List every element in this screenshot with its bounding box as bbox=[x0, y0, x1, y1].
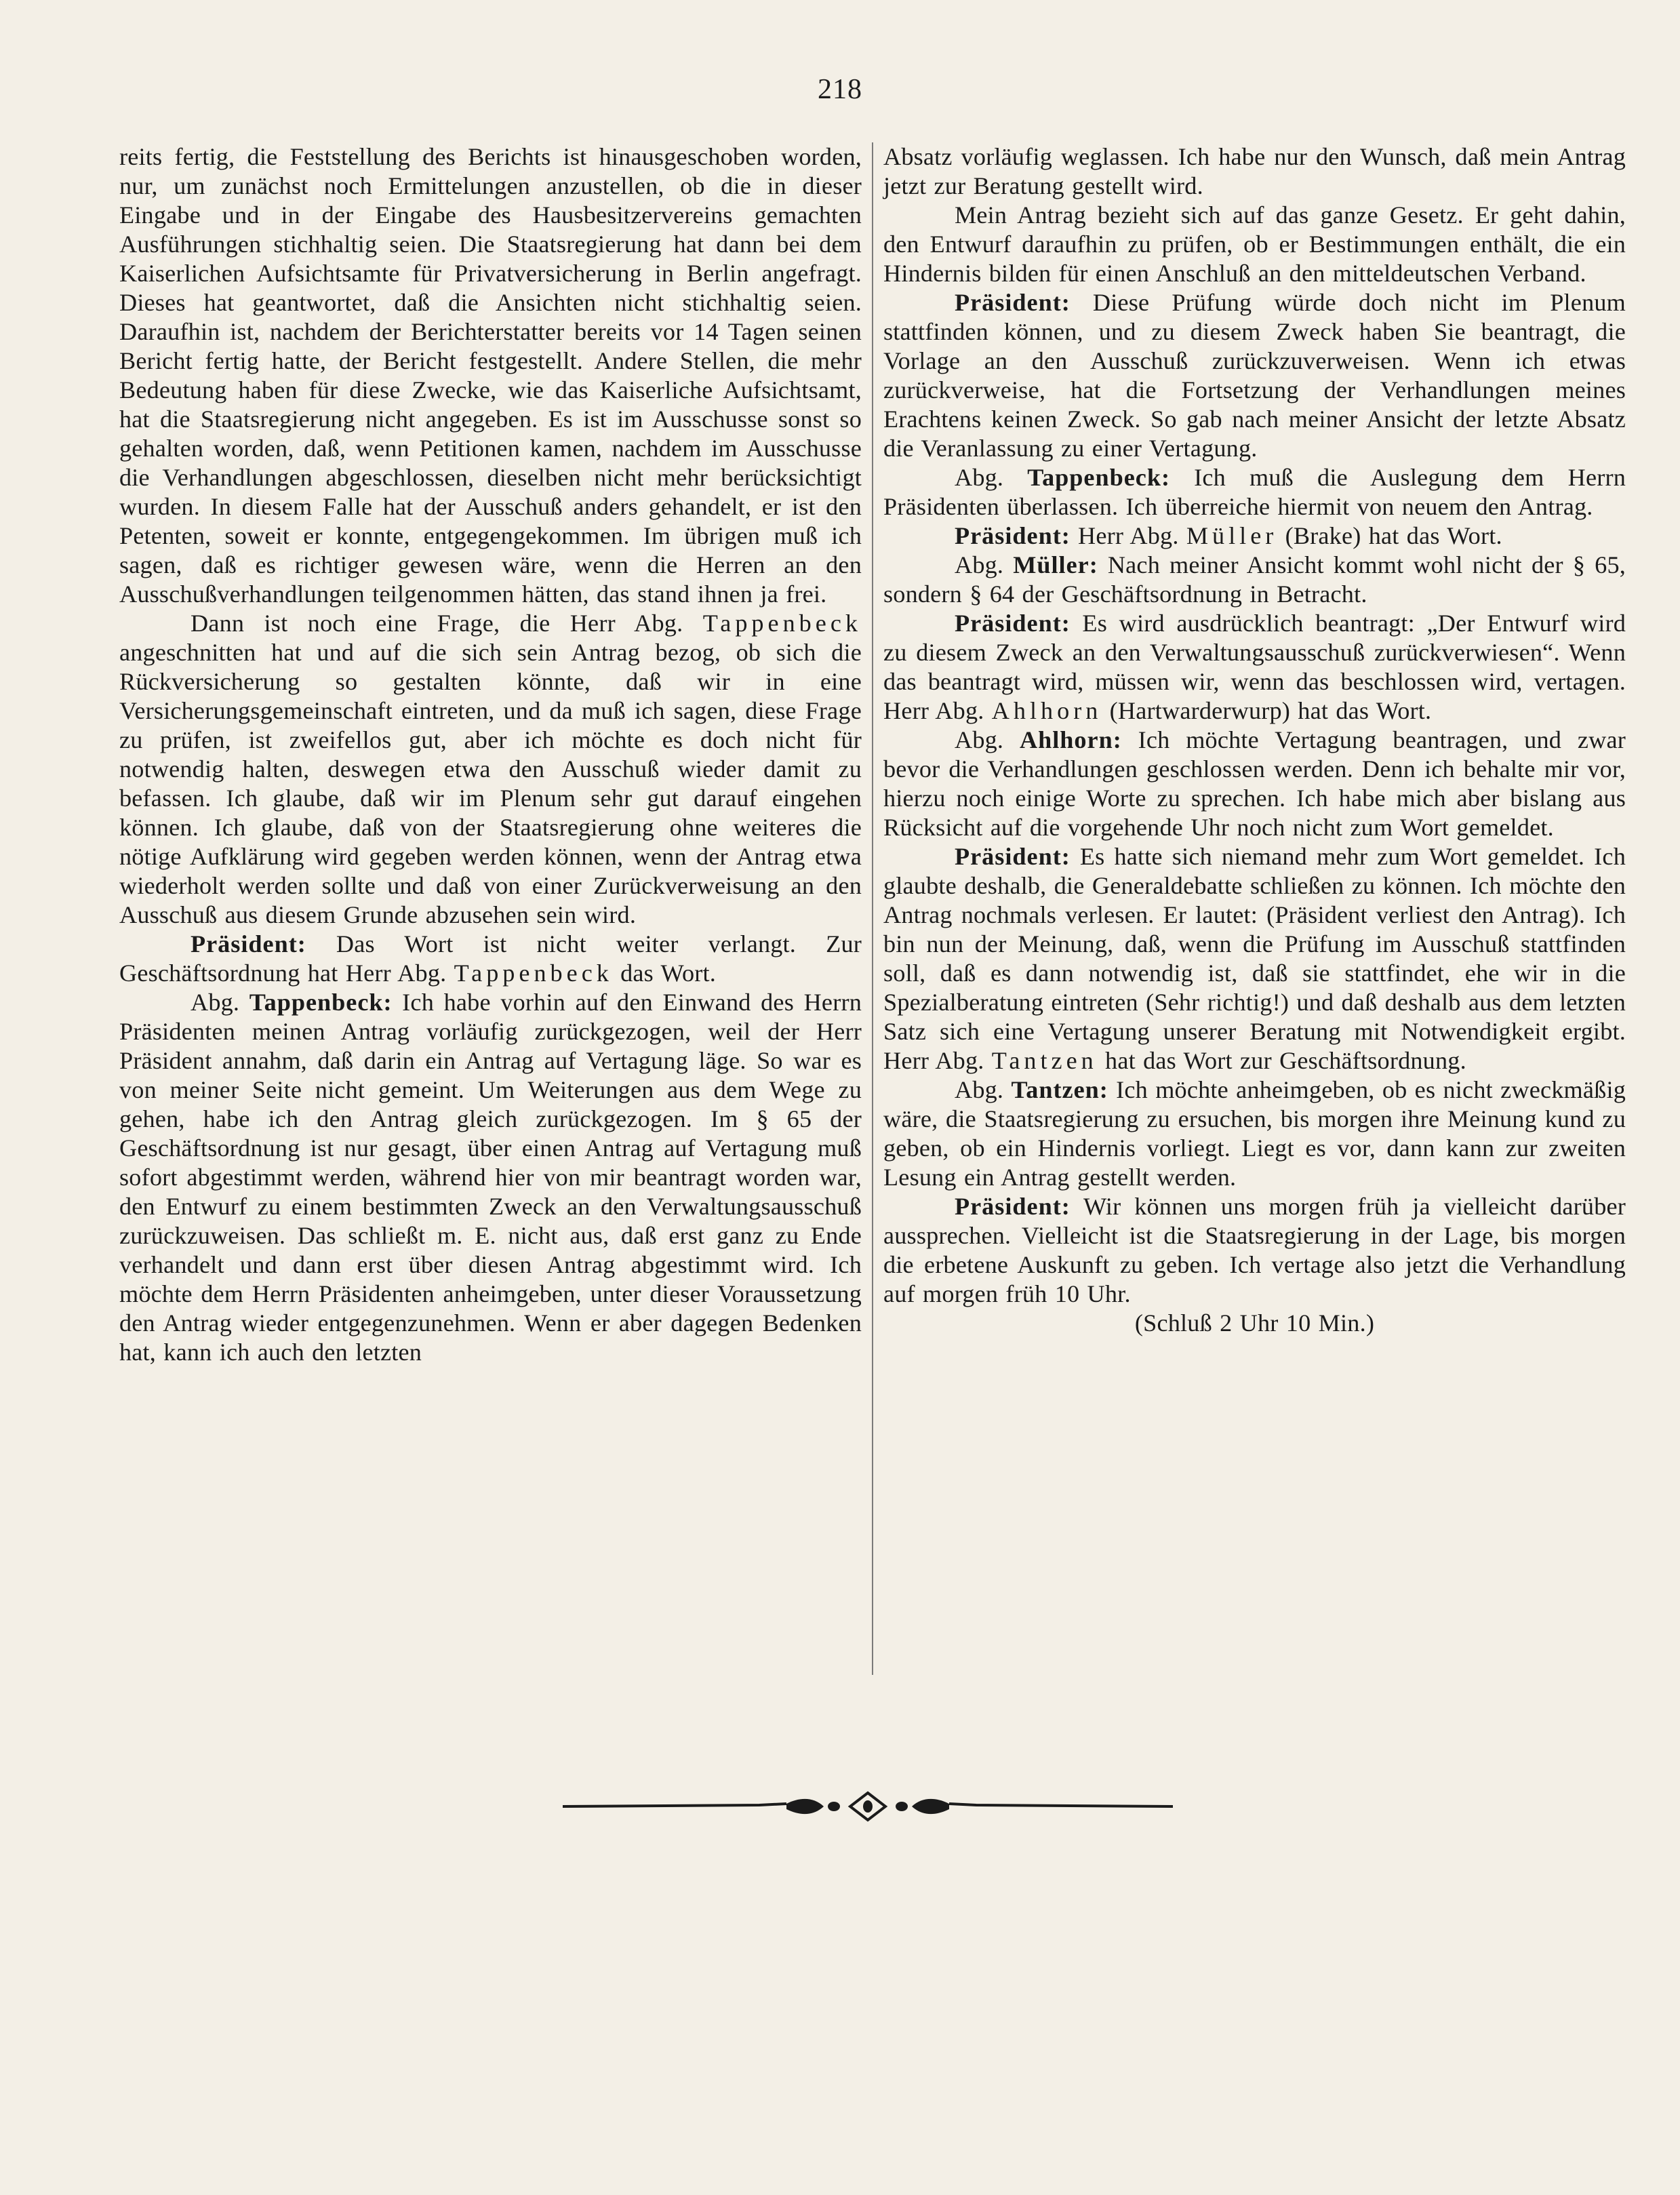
paragraph bbox=[883, 1192, 1626, 1309]
text-segment: Nach meiner Ansicht kommt wohl nicht der § 65, sondern § 64 der Geschäftsordnung in Betracht. bbox=[883, 551, 1626, 608]
text-segment: das Wort. bbox=[612, 960, 717, 987]
text-segment: Ich möchte anheimgeben, ob es nicht zweckmäßig wäre, die Staatsregierung zu ersuchen, bis morgen ihre Meinung kund zu geben, ob ein Hindernis vorliegt. Liegt es vor, dann kann zur zweiten Lesung ein Antrag gestellt werden. bbox=[883, 1076, 1626, 1191]
paragraph bbox=[883, 463, 1626, 521]
paragraph bbox=[119, 609, 862, 930]
ornament-center-dot bbox=[863, 1800, 873, 1813]
text-segment: angeschnitten hat und auf die sich sein Antrag bezog, ob sich die Rückversicherung so gestalten könnte, daß wir in eine Versicherungsgemeinschaft eintreten, und da muß ich sagen, diese Frage zu prüfen, ist zweifellos gut, aber ich möchte es doch nicht für notwendig halten, deswegen etwa den Ausschuß wieder damit zu befassen. Ich glaube, daß wir im Plenum sehr gut darauf eingehen können. Ich glaube, daß von der Staatsregierung ohne weiteres die nötige Aufklärung wird gegeben werden können, wenn der Antrag etwa wiederholt werden sollte und daß von einer Zurückverweisung an den Ausschuß aus diesem Grunde abzusehen sein wird. bbox=[119, 639, 862, 928]
right-column bbox=[883, 142, 1626, 1338]
text-segment: Diese Prüfung würde doch nicht im Plenum stattfinden können, und zu diesem Zweck haben Sie beantragt, die Vorlage an den Ausschuß zurückzuverweisen. Wenn ich etwas zurückverweise, hat die Fortsetzung der Verhandlungen meines Erachtens keinen Zweck. So gab nach meiner Ansicht der letzte Absatz die Veranlassung zu einer Vertagung. bbox=[883, 289, 1626, 462]
text-segment: Abg. bbox=[955, 1076, 1012, 1103]
text-segment: Mein Antrag bezieht sich auf das ganze Gesetz. Er geht dahin, den Entwurf daraufhin zu prüfen, ob er Bestimmungen enthält, die ein Hindernis bilden für einen Anschluß an den mitteldeutschen Verband. bbox=[883, 201, 1626, 287]
paragraph bbox=[883, 609, 1626, 726]
speaker-name: Präsident: bbox=[955, 843, 1071, 870]
referenced-name: Tappenbeck bbox=[702, 610, 862, 637]
paragraph bbox=[883, 142, 1626, 201]
text-segment: Dann ist noch eine Frage, die Herr Abg. bbox=[191, 610, 703, 637]
paragraph bbox=[883, 201, 1626, 288]
speaker-name: Präsident: bbox=[955, 610, 1071, 637]
referenced-name: Müller bbox=[1186, 522, 1278, 549]
text-segment: Ich muß die Auslegung dem Herrn Präsidenten überlassen. Ich überreiche hiermit von neuem den Antrag. bbox=[883, 464, 1626, 520]
referenced-name: Ahlhorn bbox=[991, 697, 1102, 724]
text-segment: Absatz vorläufig weglassen. Ich habe nur den Wunsch, daß mein Antrag jetzt zur Beratung gestellt wird. bbox=[883, 143, 1626, 199]
speaker-name: Tappenbeck: bbox=[1027, 464, 1171, 491]
paragraph bbox=[883, 288, 1626, 463]
paragraph bbox=[883, 521, 1626, 551]
text-segment: Ich möchte Vertagung beantragen, und zwar bevor die Verhandlungen geschlossen werden. Denn ich behalte mir vor, hierzu noch einige Worte zu sprechen. Ich habe mich aber bislang aus Rücksicht auf die vorgehende Uhr noch nicht zum Wort gemeldet. bbox=[883, 726, 1626, 841]
ornament-dot bbox=[828, 1802, 840, 1811]
page-number: 218 bbox=[818, 74, 862, 105]
text-segment: Es wird ausdrücklich beantragt: „Der Entwurf wird zu diesem Zweck an den Verwaltungsausschuß zurückverwiesen“. Wenn das beantragt wird, müssen wir, wenn das beschlossen wird, vertagen. Herr Abg. bbox=[883, 610, 1626, 724]
paragraph bbox=[883, 1075, 1626, 1192]
ornament-left-line bbox=[563, 1804, 786, 1806]
speaker-name: Präsident: bbox=[955, 1193, 1071, 1220]
speaker-name: Präsident: bbox=[955, 289, 1071, 316]
speaker-name: Präsident: bbox=[191, 930, 306, 957]
text-segment: Herr Abg. bbox=[1070, 522, 1186, 549]
speaker-name: Tappenbeck: bbox=[249, 989, 393, 1016]
text-segment: Abg. bbox=[955, 551, 1014, 578]
ornament-left-flourish bbox=[786, 1799, 824, 1814]
text-segment: Wir können uns morgen früh ja vielleicht darüber aussprechen. Vielleicht ist die Staatsregierung in der Lage, bis morgen die erbetene Auskunft zu geben. Ich vertage also jetzt die Verhandlung auf morgen früh 10 Uhr. bbox=[883, 1193, 1626, 1307]
ornament-right-flourish bbox=[912, 1799, 949, 1814]
speaker-name: Müller: bbox=[1013, 551, 1098, 578]
paragraph bbox=[883, 726, 1626, 842]
text-segment: (Brake) hat das Wort. bbox=[1277, 522, 1502, 549]
text-segment: Abg. bbox=[955, 464, 1028, 491]
left-column bbox=[119, 142, 862, 1367]
text-segment: reits fertig, die Feststellung des Berichts ist hinausgeschoben worden, nur, um zunächst noch Ermittelungen anzustellen, ob die in dieser Eingabe und in der Eingabe des Hausbesitzervereins gemachten Ausführungen stichhaltig seien. Die Staatsregierung hat dann bei dem Kaiserlichen Aufsichtsamte für Privatversicherung in Berlin angefragt. Dieses hat geantwortet, daß die Ansichten nicht stichhaltig seien. Daraufhin ist, nachdem der Berichterstatter bereits vor 14 Tagen seinen Bericht fertig hatte, der Bericht festgestellt. Andere Stellen, die mehr Bedeutung haben für diese Zwecke, wie das Kaiserliche Aufsichtsamt, hat die Staatsregierung nicht angegeben. Es ist im Ausschusse sonst so gehalten worden, daß, wenn Petitionen kamen, nachdem im Ausschusse die Verhandlungen abgeschlossen, dieselben nicht mehr berücksichtigt wurden. In diesem Falle hat der Ausschuß anders gehandelt, er ist den Petenten, soweit er konnte, entgegengekommen. Im übrigen muß ich sagen, daß es richtiger gewesen wäre, wenn die Herren an den Ausschußverhandlungen teilgenommen hätten, das stand ihnen ja frei. bbox=[119, 143, 862, 608]
text-segment: (Hartwarderwurp) hat das Wort. bbox=[1102, 697, 1432, 724]
ornamental-divider bbox=[563, 1787, 1173, 1825]
text-segment: Abg. bbox=[191, 989, 249, 1016]
text-segment: Das Wort ist nicht weiter verlangt. Zur Geschäftsordnung hat Herr Abg. bbox=[119, 930, 862, 987]
ornament-right-line bbox=[949, 1804, 1173, 1806]
speaker-name: Präsident: bbox=[955, 522, 1071, 549]
paragraph bbox=[119, 988, 862, 1367]
speaker-name: Tantzen: bbox=[1011, 1076, 1108, 1103]
paragraph bbox=[883, 842, 1626, 1075]
text-segment: hat das Wort zur Geschäftsordnung. bbox=[1097, 1047, 1466, 1074]
text-segment: Ich habe vorhin auf den Einwand des Herrn Präsidenten meinen Antrag vorläufig zurückgezogen, weil der Herr Präsident annahm, daß darin ein Antrag auf Vertagung läge. So war es von meiner Seite nicht gemeint. Um Weiterungen aus dem Wege zu gehen, habe ich den Antrag gleich zurückgezogen. Im § 65 der Geschäftsordnung ist nur gesagt, über einen Antrag auf Vertagung muß sofort abgestimmt werden, während hier von mir beantragt worden war, den Entwurf zu einem bestimmten Zweck an den Verwaltungsausschuß zurückzuweisen. Das schließt m. E. nicht aus, daß erst ganz zu Ende verhandelt und dann erst über diesen Antrag abgestimmt wird. Ich möchte dem Herrn Präsidenten anheimgeben, unter dieser Voraussetzung den Antrag wieder entgegenzunehmen. Wenn er aber dagegen Bedenken hat, kann ich auch den letzten bbox=[119, 989, 862, 1366]
paragraph bbox=[119, 142, 862, 609]
text-segment: Abg. bbox=[955, 726, 1020, 753]
referenced-name: Tantzen bbox=[991, 1047, 1098, 1074]
paragraph bbox=[883, 1309, 1626, 1338]
ornament-dot bbox=[896, 1802, 908, 1811]
text-segment: Es hatte sich niemand mehr zum Wort gemeldet. Ich glaubte deshalb, die Generaldebatte schließen zu können. Ich möchte den Antrag nochmals verlesen. Er lautet: (Präsident verliest den Antrag). Ich bin nun der Meinung, daß, wenn die Prüfung im Ausschuß stattfinden soll, daß es dann notwendig ist, daß sie stattfindet, ehe wir in die Spezialberatung eintreten (Sehr richtig!) und daß deshalb aus dem letzten Satz sich eine Vertagung unserer Beratung mit Notwendigkeit ergibt. Herr Abg. bbox=[883, 843, 1626, 1074]
text-segment: (Schluß 2 Uhr 10 Min.) bbox=[1134, 1309, 1375, 1337]
paragraph bbox=[119, 930, 862, 988]
paragraph bbox=[883, 551, 1626, 609]
speaker-name: Ahlhorn: bbox=[1019, 726, 1122, 753]
column-divider bbox=[872, 142, 873, 1675]
referenced-name: Tappenbeck bbox=[454, 960, 613, 987]
